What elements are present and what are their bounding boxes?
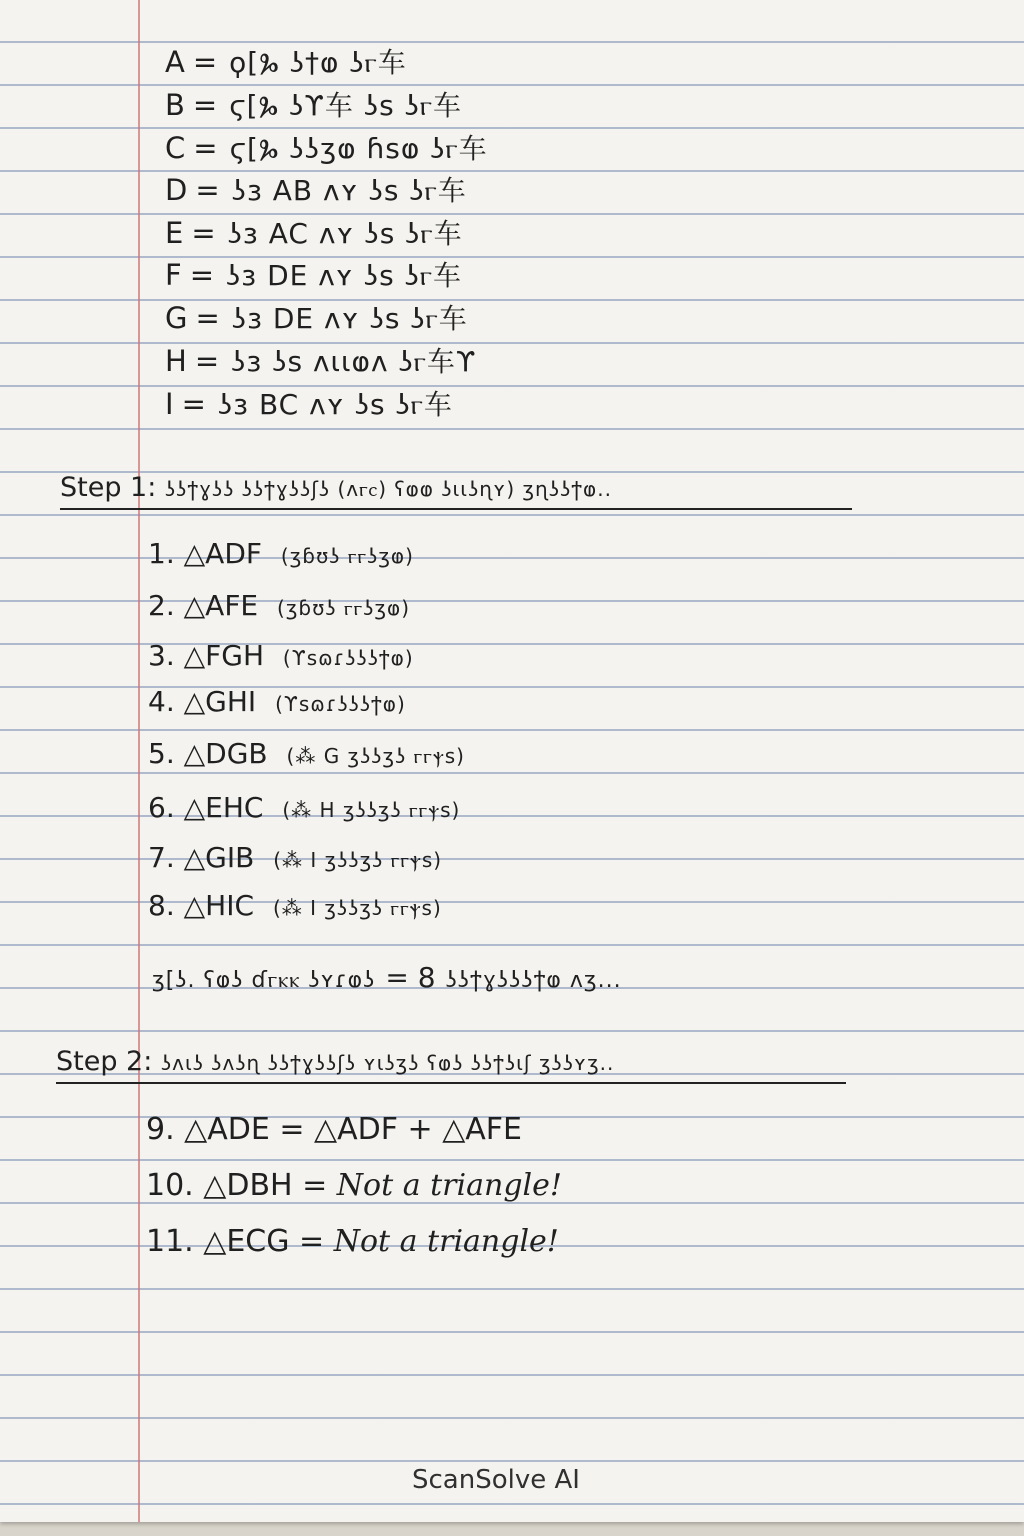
triangle-note: (⁂ I ʒʖʖʒʖ ⲅⲅⲯs) bbox=[272, 896, 442, 920]
count-note-equation: = 8 bbox=[385, 961, 436, 994]
triangle-name: △ECG bbox=[203, 1224, 290, 1259]
definition-line: C = ϛ[Ⰳ ʖʖʒⱷ ɦsⱷ ʖⲅ⻋ bbox=[165, 131, 488, 165]
item-number: 6. bbox=[148, 791, 175, 824]
definition-text: ʖɜ AB ʌʏ ʖs ʖⲅ⻋ bbox=[231, 174, 467, 207]
triangle-item bbox=[148, 640, 414, 674]
definition-label: D bbox=[165, 173, 188, 207]
combined-rhs: = Not a triangle! bbox=[299, 1224, 559, 1259]
definition-line: F = ʖɜ DE ʌʏ ʖs ʖⲅ⻋ bbox=[165, 258, 462, 292]
item-number: 2. bbox=[148, 589, 175, 622]
definition-label: F bbox=[165, 258, 182, 292]
item-number: 5. bbox=[148, 737, 175, 770]
triangle-name: △GHI bbox=[183, 685, 257, 718]
definition-label: E bbox=[165, 216, 184, 250]
step-1-text: ʖʖϯɣʖʖ ʖʖϯɣʖʖʃʖ (ʌⲅⲥ) ʕⱷⱷ ʖɩɩʖɳʏ) ʒɳʖʖϯⱷ.. bbox=[164, 477, 612, 501]
definition-text: ϛ[Ⰳ ʖʖʒⱷ ɦsⱷ ʖⲅ⻋ bbox=[229, 132, 488, 165]
step-2-heading bbox=[56, 1046, 614, 1079]
definition-line: B = ϛ[Ⰳ ʖϒ⻋ ʖs ʖⲅ⻋ bbox=[165, 88, 463, 122]
triangle-item bbox=[148, 738, 465, 772]
step-2-label: Step 2: bbox=[56, 1046, 153, 1077]
combined-rhs: = Not a triangle! bbox=[302, 1168, 562, 1203]
definition-line: G = ʖɜ DE ʌʏ ʖs ʖⲅ⻋ bbox=[165, 301, 468, 335]
step-1-heading bbox=[60, 472, 612, 505]
triangle-name: △HIC bbox=[183, 889, 255, 922]
triangle-name: △DBH bbox=[203, 1168, 293, 1203]
triangle-item bbox=[148, 842, 442, 876]
count-note-suffix: ʖʖϯɣʖʖʖϯⱷ ʌʒ... bbox=[445, 968, 622, 993]
combined-item bbox=[146, 1114, 522, 1146]
definition-label: C bbox=[165, 131, 186, 165]
triangle-item bbox=[148, 890, 442, 924]
item-number: 11. bbox=[146, 1224, 194, 1259]
triangle-note: (⁂ I ʒʖʖʒʖ ⲅⲅⲯs) bbox=[273, 848, 443, 872]
step-2-text: ʖʌɩʖ ʖʌʖɳ ʖʖϯɣʖʖʃʖ ʏɩʖʒʖ ʕⱷʖ ʖʖϯʖɩʃ ʒʖʖʏʒ.. bbox=[160, 1051, 615, 1075]
definition-text: ʖɜ AC ʌʏ ʖs ʖⲅ⻋ bbox=[227, 217, 463, 250]
triangle-name: △GIB bbox=[183, 841, 255, 874]
definition-line: A = ϙ[Ⰳ ʖ†ⱷ ʖⲅ⻋ bbox=[165, 45, 407, 79]
definition-label: A bbox=[165, 45, 185, 79]
definition-text: ϙ[Ⰳ ʖ†ⱷ ʖⲅ⻋ bbox=[229, 46, 407, 79]
triangle-name: △ADE bbox=[184, 1112, 270, 1147]
definition-text: ϛ[Ⰳ ʖϒ⻋ ʖs ʖⲅ⻋ bbox=[229, 89, 463, 122]
combined-item bbox=[146, 1170, 562, 1202]
definition-label: I bbox=[165, 387, 174, 421]
combined-item bbox=[146, 1226, 559, 1258]
triangle-item bbox=[148, 538, 414, 572]
count-note bbox=[152, 962, 622, 997]
triangle-name: △EHC bbox=[183, 791, 264, 824]
item-number: 9. bbox=[146, 1112, 175, 1147]
item-number: 7. bbox=[148, 841, 175, 874]
triangle-item bbox=[148, 686, 406, 720]
item-number: 4. bbox=[148, 685, 175, 718]
triangle-name: △FGH bbox=[183, 639, 265, 672]
triangle-note: (ʒɓʊʖ ⲅⲅʖʒⱷ) bbox=[277, 596, 411, 620]
signature: ScanSolve AI bbox=[412, 1465, 580, 1495]
item-number: 3. bbox=[148, 639, 175, 672]
triangle-note: (⁂ G ʒʖʖʒʖ ⲅⲅⲯs) bbox=[286, 744, 465, 768]
definition-text: ʖɜ ʖs ʌɩɩⱷʌ ʖⲅ⻋ϒ bbox=[231, 345, 477, 378]
triangle-note: (ʒɓʊʖ ⲅⲅʖʒⱷ) bbox=[280, 544, 414, 568]
item-number: 8. bbox=[148, 889, 175, 922]
definition-text: ʖɜ BC ʌʏ ʖs ʖⲅ⻋ bbox=[217, 388, 453, 421]
triangle-name: △AFE bbox=[183, 589, 259, 622]
count-note-prefix: ʒ[ʖ. ʕⱷʖ ɗⲅⲕⲕ ʖʏɾⱷʖ bbox=[152, 968, 376, 993]
definition-text: ʖɜ DE ʌʏ ʖs ʖⲅ⻋ bbox=[226, 259, 462, 292]
definition-text: ʖɜ DE ʌʏ ʖs ʖⲅ⻋ bbox=[231, 302, 468, 335]
step-1-label: Step 1: bbox=[60, 472, 157, 503]
definition-line: D = ʖɜ AB ʌʏ ʖs ʖⲅ⻋ bbox=[165, 173, 467, 207]
step-2-underline bbox=[56, 1082, 846, 1084]
item-number: 10. bbox=[146, 1168, 194, 1203]
triangle-note: (⁂ H ʒʖʖʒʖ ⲅⲅⲯs) bbox=[282, 798, 461, 822]
definition-line: I = ʖɜ BC ʌʏ ʖs ʖⲅ⻋ bbox=[165, 387, 453, 421]
triangle-note: (ϒsɷɾʖʖʖϯⱷ) bbox=[275, 692, 406, 716]
triangle-note: (ϒsɷɾʖʖʖϯⱷ) bbox=[282, 646, 414, 670]
triangle-item bbox=[148, 792, 460, 826]
definition-label: G bbox=[165, 301, 188, 335]
combined-rhs: = △ADF + △AFE bbox=[279, 1112, 523, 1147]
item-number: 1. bbox=[148, 537, 175, 570]
definition-label: B bbox=[165, 88, 185, 122]
step-1-underline bbox=[60, 508, 852, 510]
margin-line bbox=[138, 0, 140, 1522]
triangle-name: △ADF bbox=[183, 537, 262, 570]
definition-line: H = ʖɜ ʖs ʌɩɩⱷʌ ʖⲅ⻋ϒ bbox=[165, 344, 477, 378]
triangle-item bbox=[148, 590, 410, 624]
definition-label: H bbox=[165, 344, 187, 378]
triangle-name: △DGB bbox=[183, 737, 268, 770]
definition-line: E = ʖɜ AC ʌʏ ʖs ʖⲅ⻋ bbox=[165, 216, 463, 250]
